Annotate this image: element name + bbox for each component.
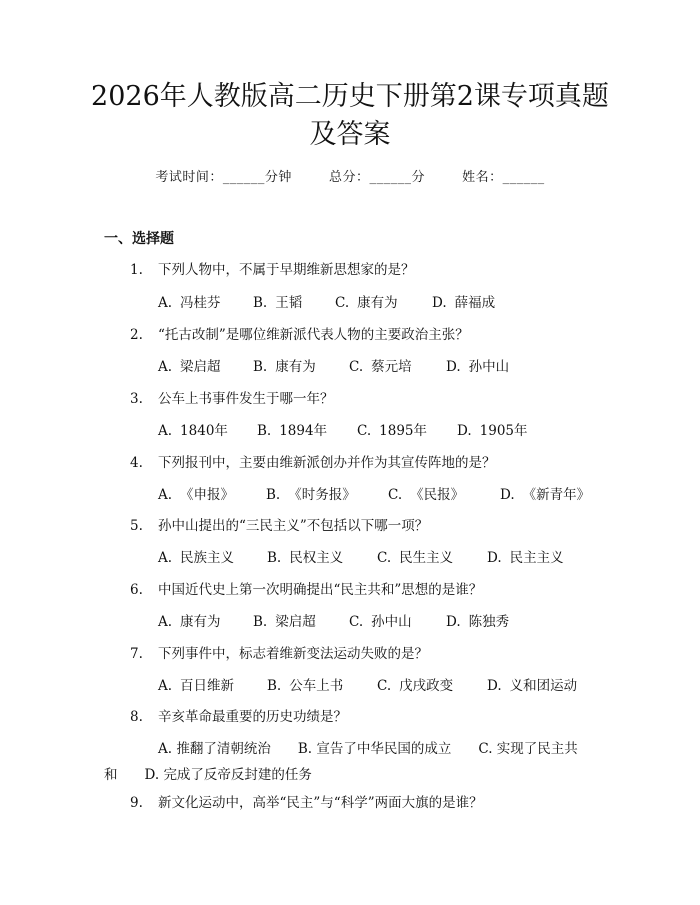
question-6-options xyxy=(158,612,509,632)
question-4 xyxy=(130,453,496,473)
title-line-1: 2026年人教版高二历史下册第2课专项真题 xyxy=(91,81,609,112)
exam-info xyxy=(0,168,700,188)
question-number: 7. xyxy=(130,646,143,662)
question-number: 2. xyxy=(130,327,143,343)
question-2 xyxy=(130,325,469,345)
question-7-options xyxy=(158,676,577,696)
option-b: B. 民权主义 xyxy=(267,550,344,566)
question-2-options xyxy=(158,357,509,377)
option-d: D. 薛福成 xyxy=(432,295,496,311)
name-blank: ______ xyxy=(502,170,545,185)
question-5 xyxy=(130,516,428,536)
score-blank: ______ xyxy=(369,170,412,185)
option-d: D. 陈独秀 xyxy=(446,614,510,630)
option-b: B. 王韬 xyxy=(253,295,303,311)
option-b: B. 梁启超 xyxy=(253,614,316,630)
option-d: D. 孙中山 xyxy=(446,359,510,375)
option-b: B. 公车上书 xyxy=(267,678,344,694)
score-label: 总分： xyxy=(328,170,370,185)
question-number: 5. xyxy=(130,518,143,534)
option-c: C. 实现了民主共和 xyxy=(104,741,578,783)
question-text: 下列人物中，不属于早期维新思想家的是？ xyxy=(158,262,415,278)
option-d: D. 《新青年》 xyxy=(500,487,591,503)
option-c: C. 《民报》 xyxy=(388,487,465,503)
option-c: C. 戊戌政变 xyxy=(377,678,454,694)
time-unit: 分钟 xyxy=(264,170,292,185)
question-number: 8. xyxy=(130,709,143,725)
option-a: A. 康有为 xyxy=(158,614,221,630)
option-c: C. 蔡元培 xyxy=(349,359,412,375)
option-b: B. 《时务报》 xyxy=(266,487,356,503)
option-b: B. 1894年 xyxy=(257,423,328,439)
question-number: 9. xyxy=(130,795,143,811)
question-3 xyxy=(130,389,334,409)
title-line-2: 及答案 xyxy=(309,119,391,150)
question-text: 辛亥革命最重要的历史功绩是？ xyxy=(158,709,347,725)
question-text: 新文化运动中，高举“民主”与“科学”两面大旗的是谁？ xyxy=(158,795,483,811)
option-b: B. 宣告了中华民国的成立 xyxy=(297,741,452,757)
question-number: 1. xyxy=(130,262,143,278)
option-a: A. 《申报》 xyxy=(158,487,235,503)
option-d: D. 民主主义 xyxy=(487,550,564,566)
option-c: C. 康有为 xyxy=(335,295,398,311)
question-6 xyxy=(130,580,482,600)
score-unit: 分 xyxy=(411,170,426,185)
option-c: C. 1895年 xyxy=(357,423,427,439)
question-1-options xyxy=(158,293,495,313)
option-b: B. 康有为 xyxy=(253,359,316,375)
section-heading: 一、选择题 xyxy=(104,231,174,247)
question-text: 中国近代史上第一次明确提出“民主共和”思想的是谁？ xyxy=(158,582,483,598)
question-7 xyxy=(130,644,428,664)
question-text: 下列事件中，标志着维新变法运动失败的是？ xyxy=(158,646,428,662)
time-label: 考试时间： xyxy=(155,170,223,185)
question-text: 孙中山提出的“三民主义”不包括以下哪一项？ xyxy=(158,518,429,534)
question-text: 公车上书事件发生于哪一年？ xyxy=(158,391,334,407)
option-c: C. 民生主义 xyxy=(377,550,454,566)
question-9 xyxy=(130,793,483,813)
option-a: A. 民族主义 xyxy=(158,550,235,566)
question-text: “托古改制”是哪位维新派代表人物的主要政治主张？ xyxy=(158,327,469,343)
option-d: D. 完成了反帝反封建的任务 xyxy=(144,767,312,783)
question-8 xyxy=(130,707,347,727)
question-number: 6. xyxy=(130,582,143,598)
question-text: 下列报刊中，主要由维新派创办并作为其宣传阵地的是？ xyxy=(158,455,496,471)
question-1 xyxy=(130,260,415,280)
option-a: A. 梁启超 xyxy=(158,359,221,375)
question-5-options xyxy=(158,548,564,568)
option-a: A. 推翻了清朝统治 xyxy=(158,741,271,757)
name-label: 姓名： xyxy=(462,170,503,185)
question-4-options xyxy=(158,485,590,505)
question-3-options xyxy=(158,421,528,441)
option-a: A. 百日维新 xyxy=(158,678,235,694)
option-a: A. 冯桂芬 xyxy=(158,295,221,311)
option-d: D. 1905年 xyxy=(457,423,528,439)
time-blank: ______ xyxy=(222,170,265,185)
question-number: 3. xyxy=(130,391,143,407)
document-title xyxy=(60,78,640,154)
option-a: A. 1840年 xyxy=(158,423,228,439)
option-d: D. 义和团运动 xyxy=(487,678,578,694)
question-number: 4. xyxy=(130,455,143,471)
option-c: C. 孙中山 xyxy=(349,614,412,630)
question-8-options xyxy=(104,736,604,788)
